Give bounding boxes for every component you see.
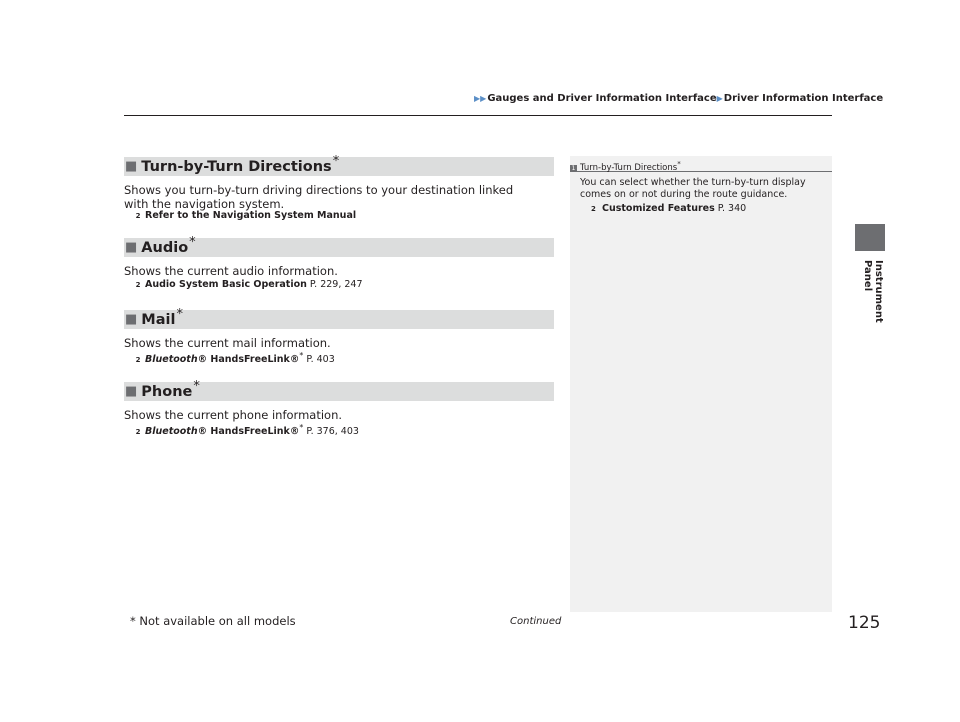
section-body: Shows the current phone information. — [124, 408, 343, 422]
reference-arrow-icon: 2 — [591, 205, 596, 213]
section-title: Turn-by-Turn Directions* — [141, 153, 340, 175]
triangle-right-icon: ▶ — [716, 94, 723, 103]
reference-arrow-icon: 2 — [135, 428, 141, 437]
breadcrumb-item[interactable]: Driver Information Interface — [723, 93, 884, 104]
continued-label: Continued — [510, 616, 562, 627]
footnote: * Not available on all models — [130, 614, 296, 628]
section-title: Audio* — [141, 234, 196, 256]
section-body: Shows you turn-by-turn driving directions to your destination linked with the navigation system. — [124, 183, 514, 211]
breadcrumb-item[interactable]: Gauges and Driver Information Interface — [487, 93, 717, 104]
triangle-right-icon: ▶▶ — [474, 94, 487, 103]
square-bullet-icon: ■ — [125, 384, 138, 399]
chapter-tab-label: Instrument Panel — [862, 260, 884, 323]
page-number: 125 — [848, 613, 881, 633]
cross-reference-link[interactable]: 2 Customized Features P. 340 — [591, 203, 747, 214]
breadcrumb — [474, 93, 883, 104]
note-marker-icon: 1 — [571, 164, 576, 172]
section-title: Phone* — [141, 378, 200, 400]
side-note-text: You can select whether the turn-by-turn display comes on or not during the route guidance. — [580, 177, 806, 200]
reference-arrow-icon: 2 — [135, 281, 141, 289]
cross-reference-link[interactable]: 2 Audio System Basic Operation P. 229, 247 — [135, 279, 363, 290]
cross-reference-link[interactable]: 2 Bluetooth® HandsFreeLink®* P. 403 — [135, 351, 335, 366]
chapter-tab-marker — [855, 224, 885, 251]
square-bullet-icon: ■ — [125, 312, 138, 327]
section-heading-phone — [124, 378, 554, 401]
section-heading-turn-by-turn — [124, 153, 554, 176]
cross-reference-link[interactable]: 2 Bluetooth® HandsFreeLink®* P. 376, 403 — [135, 423, 359, 438]
section-heading-audio — [124, 234, 554, 257]
header-divider — [124, 115, 832, 116]
reference-arrow-icon: 2 — [135, 356, 141, 365]
square-bullet-icon: ■ — [125, 159, 138, 174]
reference-arrow-icon: 2 — [135, 212, 141, 220]
section-title: Mail* — [141, 306, 183, 328]
section-heading-mail — [124, 306, 554, 329]
section-body: Shows the current mail information. — [124, 336, 331, 350]
side-note-heading: 1 Turn-by-Turn Directions* — [570, 159, 832, 172]
side-note-panel — [570, 156, 832, 612]
section-body: Shows the current audio information. — [124, 264, 338, 278]
square-bullet-icon: ■ — [125, 240, 138, 255]
cross-reference-link[interactable]: 2 Refer to the Navigation System Manual — [135, 210, 357, 221]
